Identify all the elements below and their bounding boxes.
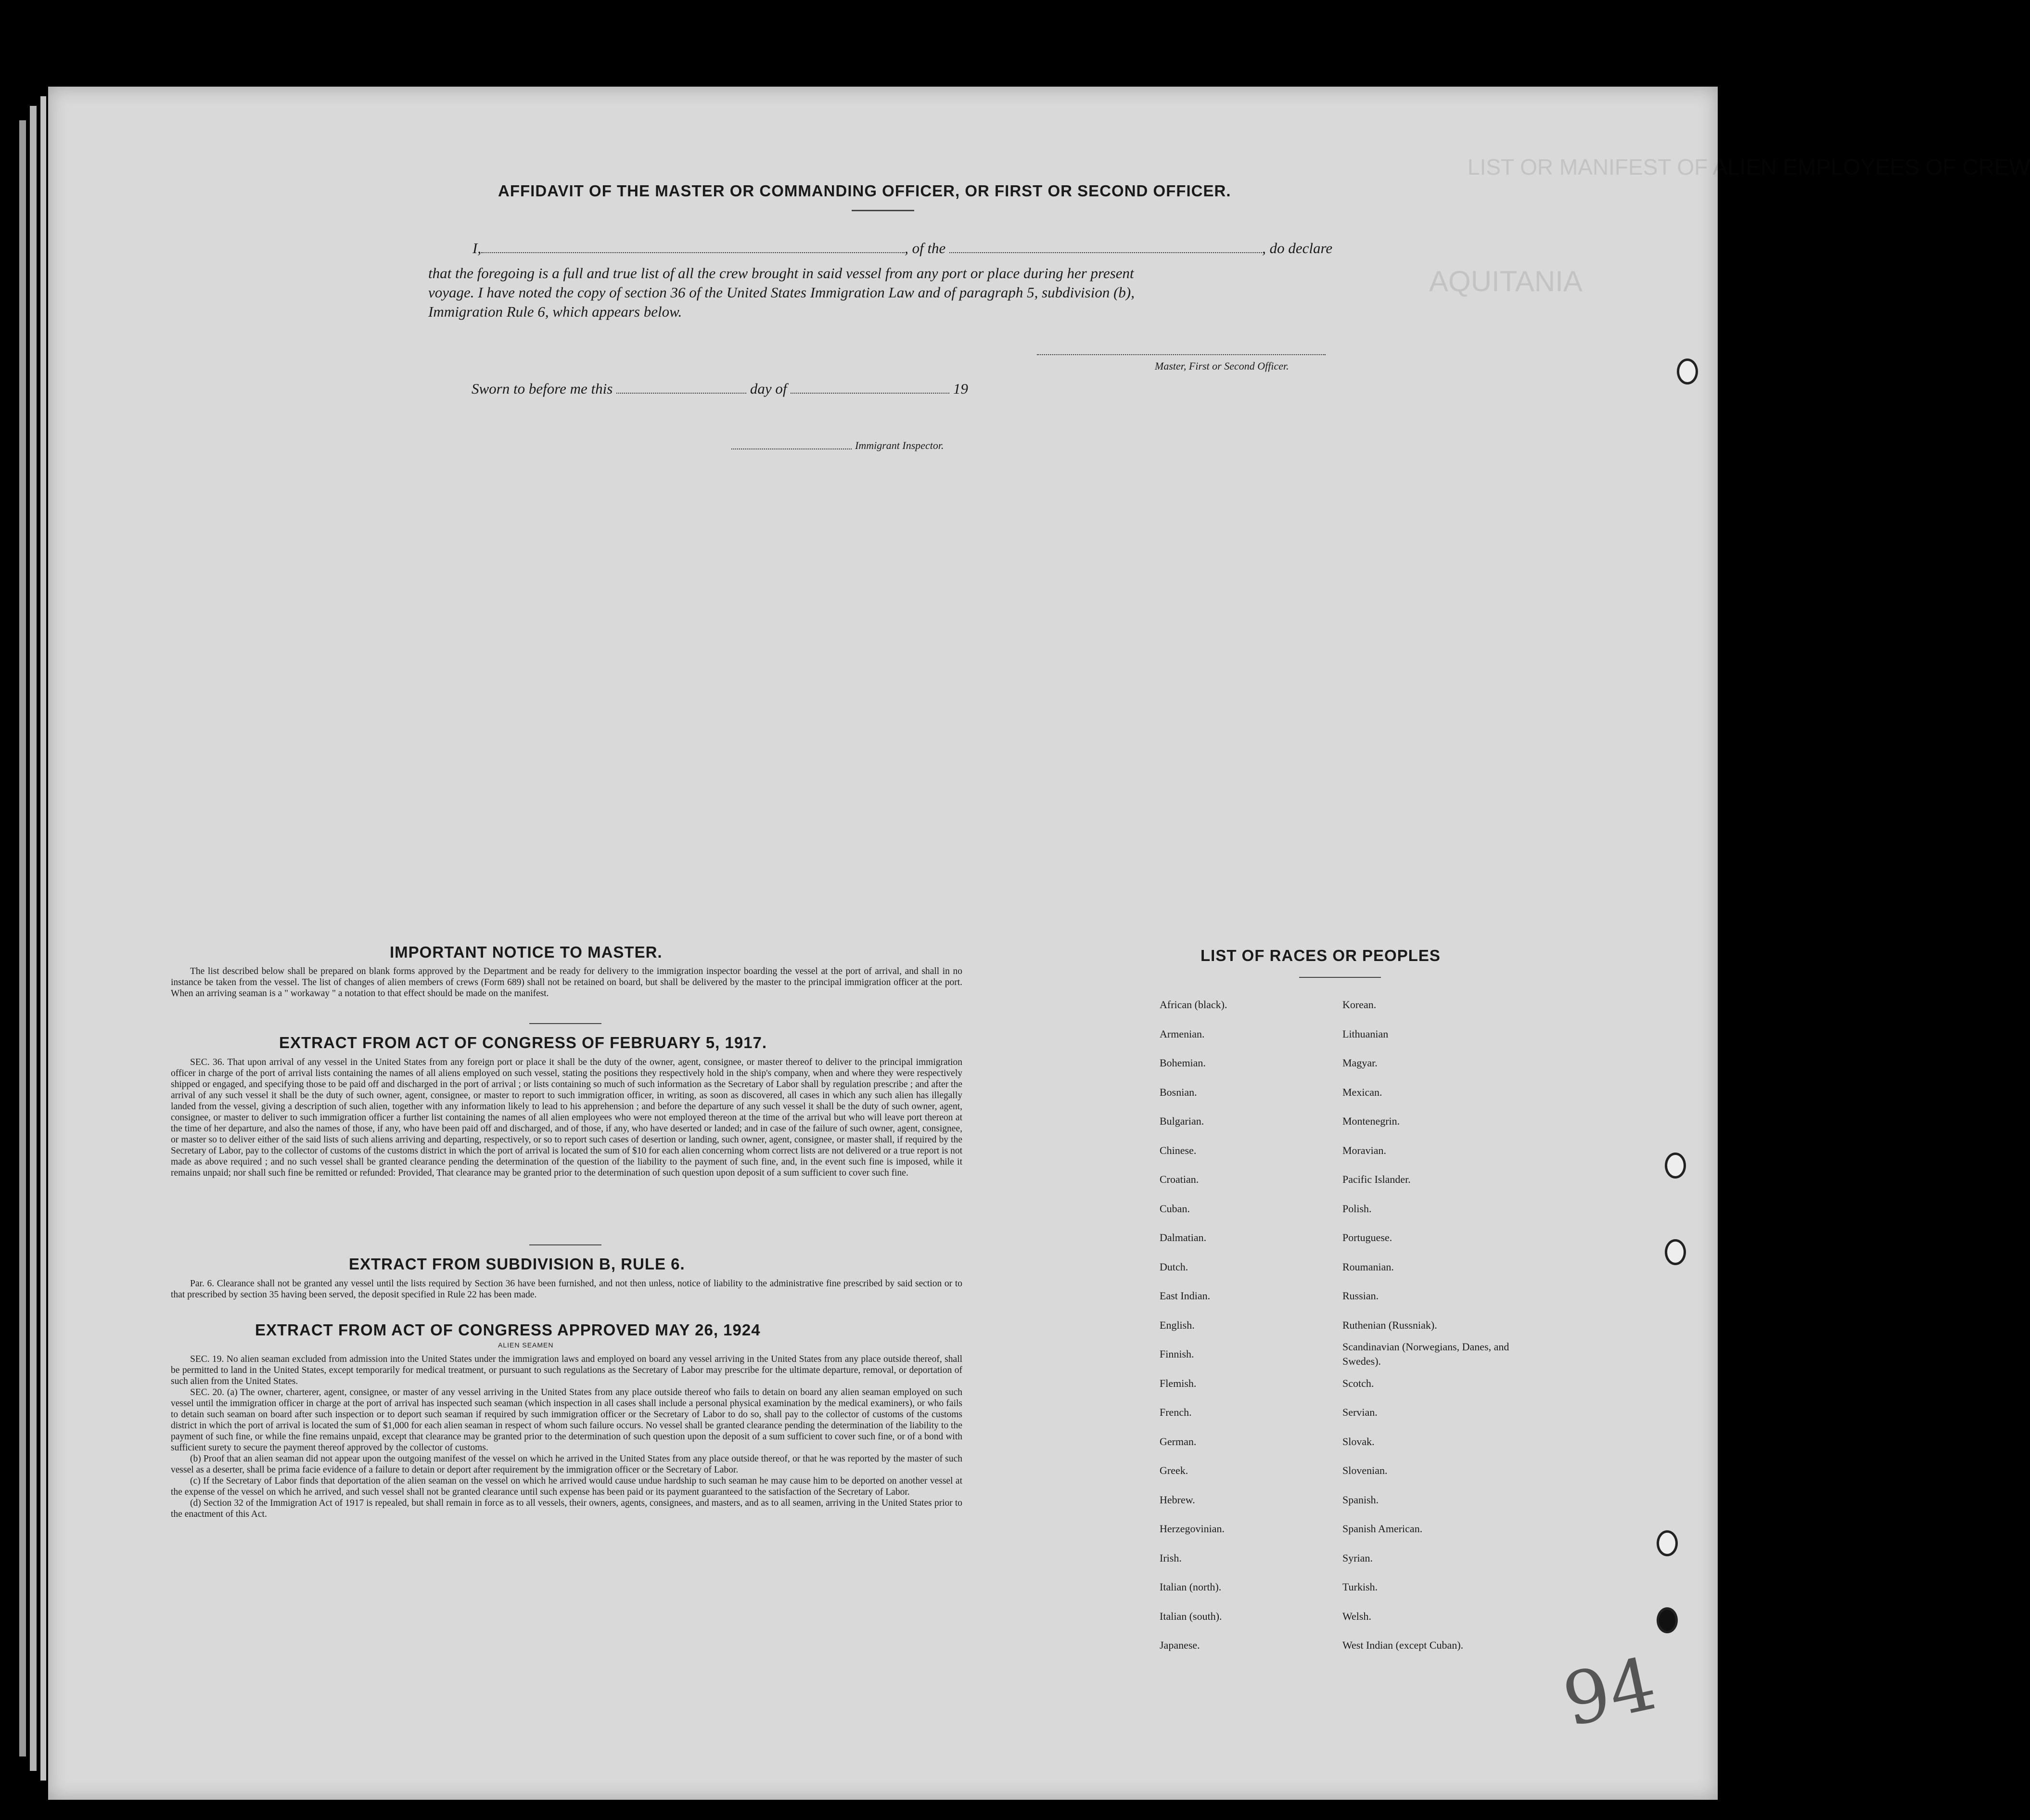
race-item: Herzegovinian. (1160, 1523, 1225, 1535)
extract-1924-title: EXTRACT FROM ACT OF CONGRESS APPROVED MAY 26, 1924 (255, 1321, 761, 1339)
race-item: Bulgarian. (1160, 1115, 1204, 1127)
race-item: Russian. (1342, 1290, 1379, 1302)
extract-1917-paragraph: SEC. 36. That upon arrival of any vessel in the United States from any foreign port or place it shall be the duty of the owner, agent, consignee, or master thereof to deliver to the principal immigration officer in charge of the port of arrival lists containing the names of all aliens employed on such vessel, stating the positions they respectively hold in the ship's company, when and where they were respectively shipped or engaged, and specifying those to be paid off and discharged in the port of arrival ; or lists containing so much of such information as the Secretary of Labor shall by regulation prescribe ; and after the arrival of any such vessel it shall be the duty of such owner, agent, consignee, or master to report to such immigration officer, in writing, as soon as discovered, all cases in which any such alien has illegally landed from the vessel, giving a description of such alien, together with any information likely to lead to his apprehension ; and before the departure of any such vessel it shall be the duty of such owner, agent, consignee, or master to deliver to such immigration officer a further list containing the names of all alien employees who were not employed thereon at the time of the arrival but who will leave port thereon at the time of her departure, and also the names of those, if any, who have been paid off and discharged, and of those, if any, who have deserted or landed; and in case of the failure of such owner, agent, consignee, or master so to deliver either of the said lists of such aliens arriving and departing, respectively, or so to report such cases of desertion or landing, such owner, agent, consignee, or master shall, if required by the Secretary of Labor, pay to the collector of customs of the customs district in which the port of arrival is located the sum of $10 for each alien concerning whom correct lists are not delivered or a true report is not made as above required ; and no such vessel shall be granted clearance pending the determination of the question of the liability to the payment of such fine, and, in the event such fine is imposed, while it remains unpaid; nor shall such fine be remitted or refunded: Provided, That clearance may be granted prior to the determination of such question upon deposit of a sum sufficient to cover such fine. (171, 1057, 962, 1178)
race-item: Scandinavian (Norwegians, Danes, and Swedes). (1342, 1341, 1509, 1367)
race-item: Lithuanian (1342, 1027, 1389, 1040)
extract-1924-body (171, 1354, 962, 1520)
handwritten-page-number: 94 (1556, 1642, 1663, 1743)
race-item: East Indian. (1160, 1290, 1211, 1302)
race-item: Ruthenian (Russniak). (1342, 1319, 1437, 1331)
race-item: French. (1160, 1406, 1192, 1418)
race-item: Korean. (1342, 999, 1377, 1011)
race-item: Flemish. (1160, 1377, 1197, 1389)
race-item: Bosnian. (1160, 1086, 1197, 1098)
race-item: Japanese. (1160, 1639, 1200, 1651)
declarant-prefix: I, (472, 240, 482, 256)
notice-divider (529, 1023, 601, 1024)
race-item: Cuban. (1160, 1202, 1190, 1215)
extract-1924-paragraph: SEC. 20. (a) The owner, charterer, agent, consignee, or master of any vessel arriving in the United States from any place outside thereof who fails to detain on board any alien seaman employed on such vessel until the immigration officer in charge at the port of arrival has inspected such seaman (which inspection in all cases shall include a personal physical examination by the medical examiners), or who fails to detain such seaman on board after such inspection or to deport such seaman if required by such immigration officer or the Secretary of Labor to do so, shall pay to the collector of customs of the customs district in which the port of arrival is located the sum of $1,000 for each alien seaman in respect of whom such failure occurs. No vessel shall be granted clearance pending the determination of the liability to the payment of such fine, or while the fine remains unpaid, except that clearance may be granted prior to the determination of such question upon the deposit of a sum sufficient to cover such fine, or of a bond with sufficient surety to secure the payment thereof approved by the collector of customs. (171, 1387, 962, 1453)
race-item: Pacific Islander. (1342, 1173, 1411, 1185)
extract-rule6-body (171, 1278, 962, 1300)
race-item: Syrian. (1342, 1551, 1373, 1564)
declarant-name-field (481, 252, 905, 253)
race-item: African (black). (1160, 999, 1227, 1011)
race-item: Finnish. (1160, 1348, 1194, 1360)
extract-1924-paragraph: SEC. 19. No alien seaman excluded from admission into the United States under the immigration laws and employed on board any vessel arriving in the United States from any place outside thereof, shall be permitted to land in the United States, except temporarily for medical treatment, or pursuant to such regulations as the Secretary of Labor may prescribe for the ultimate departure, removal, or deportation of such alien from the United States. (171, 1354, 962, 1386)
binder-hole (1657, 1607, 1678, 1633)
extract-1924-paragraph: (d) Section 32 of the Immigration Act of 1917 is repealed, but shall remain in force as to all vessels, their owners, agents, consignees, and masters, and as to all seamen, arriving in the United States prior to the enactment of this Act. (171, 1498, 962, 1519)
extract-1917-divider (529, 1244, 601, 1245)
affidavit-title: AFFIDAVIT OF THE MASTER OR COMMANDING OFFICER, OR FIRST OR SECOND OFFICER. (498, 182, 1231, 200)
race-item: Italian (north). (1160, 1581, 1222, 1593)
race-item: Magyar. (1342, 1057, 1378, 1069)
extract-1917-body (171, 1057, 962, 1179)
inspector-caption: Immigrant Inspector. (855, 439, 944, 451)
race-item: Italian (south). (1160, 1610, 1222, 1622)
notice-paragraph: The list described below shall be prepared on blank forms approved by the Department and be ready for delivery to the immigration inspector boarding the vessel at the port of arrival, and shall in no instance be taken from the vessel. The list of changes of alien members of crews (Form 689) shall not be retained on board, but shall be delivered by the master to the principal immigration officer at the port. When an arriving seaman is a " workaway " a notation to that effect should be made on the manifest. (171, 966, 962, 999)
show-through-2: AQUITANIA (1429, 265, 1583, 297)
affidavit-divider (852, 210, 914, 211)
races-divider (1299, 977, 1381, 978)
race-item: Irish. (1160, 1551, 1182, 1564)
race-item: German. (1160, 1435, 1197, 1448)
race-item: Turkish. (1342, 1581, 1378, 1593)
affidavit-line1 (472, 240, 1332, 257)
page-stack-edge (19, 120, 26, 1756)
race-item: Bohemian. (1160, 1057, 1206, 1069)
binder-hole (1665, 1239, 1686, 1265)
year-prefix: 19 (953, 380, 968, 397)
binder-hole (1657, 1530, 1678, 1556)
race-item: Welsh. (1342, 1610, 1371, 1622)
races-left-column (1160, 990, 1227, 1660)
extract-1924-subtitle: ALIEN SEAMEN (498, 1341, 554, 1349)
extract-1917-title: EXTRACT FROM ACT OF CONGRESS OF FEBRUARY 5, 1917. (279, 1034, 767, 1051)
race-item: Spanish American. (1342, 1523, 1423, 1535)
extract-1924-paragraph: (b) Proof that an alien seaman did not appear upon the outgoing manifest of the vessel on which he arrived in the United States from any place outside thereof, or that he was reported by the master of such vessel as a deserter, shall be prima facie evidence of a failure to detain or deport after requirement by the immigration officer or the Secretary of Labor. (171, 1454, 962, 1475)
race-item: Moravian. (1342, 1144, 1387, 1156)
races-title: LIST OF RACES OR PEOPLES (1200, 947, 1441, 964)
race-item: Chinese. (1160, 1144, 1197, 1156)
affidavit-line3: voyage. I have noted the copy of section 36 of the United States Immigration Law and of paragraph 5, subdivision (b), (428, 284, 1135, 301)
extract-rule6-title: EXTRACT FROM SUBDIVISION B, RULE 6. (349, 1255, 685, 1273)
extract-1924-paragraph: (c) If the Secretary of Labor finds that deportation of the alien seaman on the vessel on which he arrived would cause undue hardship to such seaman he may cause him to be deported on another vessel at the expense of the vessel on which he arrived, and such vessel shall not be granted clearance until such expense has been paid or its payment guaranteed to the satisfaction of the Secretary of Labor. (171, 1476, 962, 1497)
race-item: Servian. (1342, 1406, 1378, 1418)
notice-title: IMPORTANT NOTICE TO MASTER. (390, 943, 663, 961)
race-item: West Indian (except Cuban). (1342, 1639, 1464, 1651)
sworn-line (472, 380, 968, 397)
signature-line (1037, 354, 1326, 355)
race-item: Scotch. (1342, 1377, 1374, 1389)
sworn-day-field (616, 393, 746, 394)
race-item: Polish. (1342, 1202, 1372, 1215)
page-stack-edge (30, 106, 37, 1771)
day-of-text: day of (750, 380, 787, 397)
race-item: Montenegrin. (1342, 1115, 1400, 1127)
race-item: Slovak. (1342, 1435, 1375, 1448)
affidavit-line4: Immigration Rule 6, which appears below. (428, 303, 682, 320)
race-item: English. (1160, 1319, 1195, 1331)
show-through: LIST OR MANIFEST OF ALIEN EMPLOYEES OF CREW (1468, 154, 2030, 179)
page-stack-edge (40, 96, 46, 1781)
race-item: Greek. (1160, 1464, 1188, 1476)
binder-hole (1677, 359, 1698, 385)
race-item: Dalmatian. (1160, 1231, 1207, 1243)
affidavit-line2: that the foregoing is a full and true list of all the crew brought in said vessel from any port or place during her present (428, 265, 1134, 282)
race-item: Portuguese. (1342, 1231, 1392, 1243)
notice-body (171, 966, 962, 999)
sworn-text: Sworn to before me this (472, 380, 613, 397)
race-item: Slovenian. (1342, 1464, 1388, 1476)
vessel-field (949, 252, 1262, 253)
race-item: Spanish. (1342, 1493, 1379, 1506)
race-item: Armenian. (1160, 1027, 1205, 1040)
of-the-text: , of the (905, 240, 946, 256)
binder-hole (1665, 1153, 1686, 1179)
race-item: Croatian. (1160, 1173, 1199, 1185)
race-item: Dutch. (1160, 1260, 1188, 1273)
race-item: Mexican. (1342, 1086, 1382, 1098)
sworn-month-field (791, 393, 949, 394)
race-item: Hebrew. (1160, 1493, 1195, 1506)
document-page (48, 87, 2030, 1800)
race-item: Roumanian. (1342, 1260, 1394, 1273)
signature-caption: Master, First or Second Officer. (1155, 360, 1289, 372)
races-right-column (1342, 990, 1520, 1660)
extract-rule6-paragraph: Par. 6. Clearance shall not be granted any vessel until the lists required by Section 36 have been furnished, and not then unless, notice of liability to the administrative fine prescribed by said section or to that prescribed by section 35 having been served, the deposit specified in Rule 22 has been made. (171, 1279, 962, 1300)
declare-text: , do declare (1262, 240, 1333, 256)
